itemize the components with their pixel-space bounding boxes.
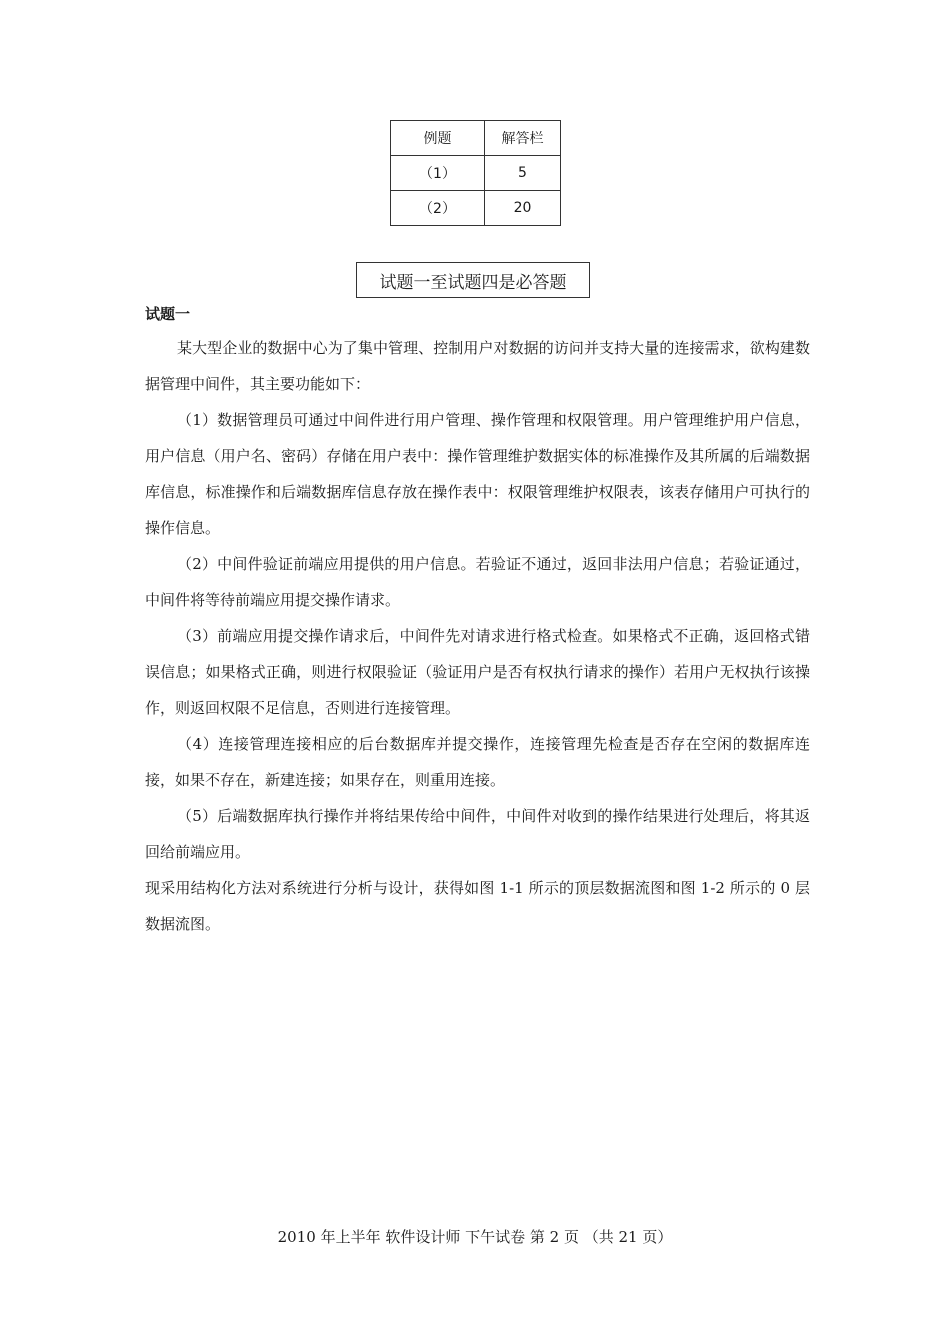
table-cell: （1） bbox=[391, 156, 485, 191]
paragraph-item-3: （3）前端应用提交操作请求后，中间件先对请求进行格式检查。如果格式不正确，返回格式错误信息；如果格式正确，则进行权限验证（验证用户是否有权执行请求的操作）若用户无权执行该操作，则返回权限不足信息，否则进行连接管理。 bbox=[145, 627, 810, 717]
table-header-row bbox=[391, 121, 561, 156]
question-body bbox=[145, 330, 810, 942]
paragraph-method: 现采用结构化方法对系统进行分析与设计，获得如图 1-1 所示的顶层数据流图和图 1-2 所示的 0 层数据流图。 bbox=[145, 879, 810, 933]
paragraph-item-5: （5）后端数据库执行操作并将结果传给中间件，中间件对收到的操作结果进行处理后，将其返回给前端应用。 bbox=[145, 807, 810, 861]
table-header-cell: 解答栏 bbox=[485, 121, 561, 156]
table-cell: 5 bbox=[485, 156, 561, 191]
page-footer: 2010 年上半年 软件设计师 下午试卷 第 2 页 （共 21 页） bbox=[277, 1228, 673, 1246]
table-row bbox=[391, 156, 561, 191]
paragraph-item-2: （2）中间件验证前端应用提供的用户信息。若验证不通过，返回非法用户信息；若验证通过，中间件将等待前端应用提交操作请求。 bbox=[145, 555, 810, 609]
table-cell: 20 bbox=[485, 191, 561, 226]
table-row bbox=[391, 191, 561, 226]
table-cell: （2） bbox=[391, 191, 485, 226]
paragraph-item-4: （4）连接管理连接相应的后台数据库并提交操作，连接管理先检查是否存在空闲的数据库连接，如果不存在，新建连接；如果存在，则重用连接。 bbox=[145, 735, 810, 789]
must-answer-box: 试题一至试题四是必答题 bbox=[356, 262, 590, 298]
example-table bbox=[390, 120, 561, 226]
table-header-cell: 例题 bbox=[391, 121, 485, 156]
paragraph-item-1: （1）数据管理员可通过中间件进行用户管理、操作管理和权限管理。用户管理维护用户信息，用户信息（用户名、密码）存储在用户表中：操作管理维护数据实体的标准操作及其所属的后端数据库信息，标准操作和后端数据库信息存放在操作表中：权限管理维护权限表，该表存储用户可执行的操作信息。 bbox=[145, 411, 810, 537]
question-title: 试题一 bbox=[145, 305, 191, 323]
paragraph-intro: 某大型企业的数据中心为了集中管理、控制用户对数据的访问并支持大量的连接需求，欲构建数据管理中间件，其主要功能如下： bbox=[145, 339, 810, 393]
